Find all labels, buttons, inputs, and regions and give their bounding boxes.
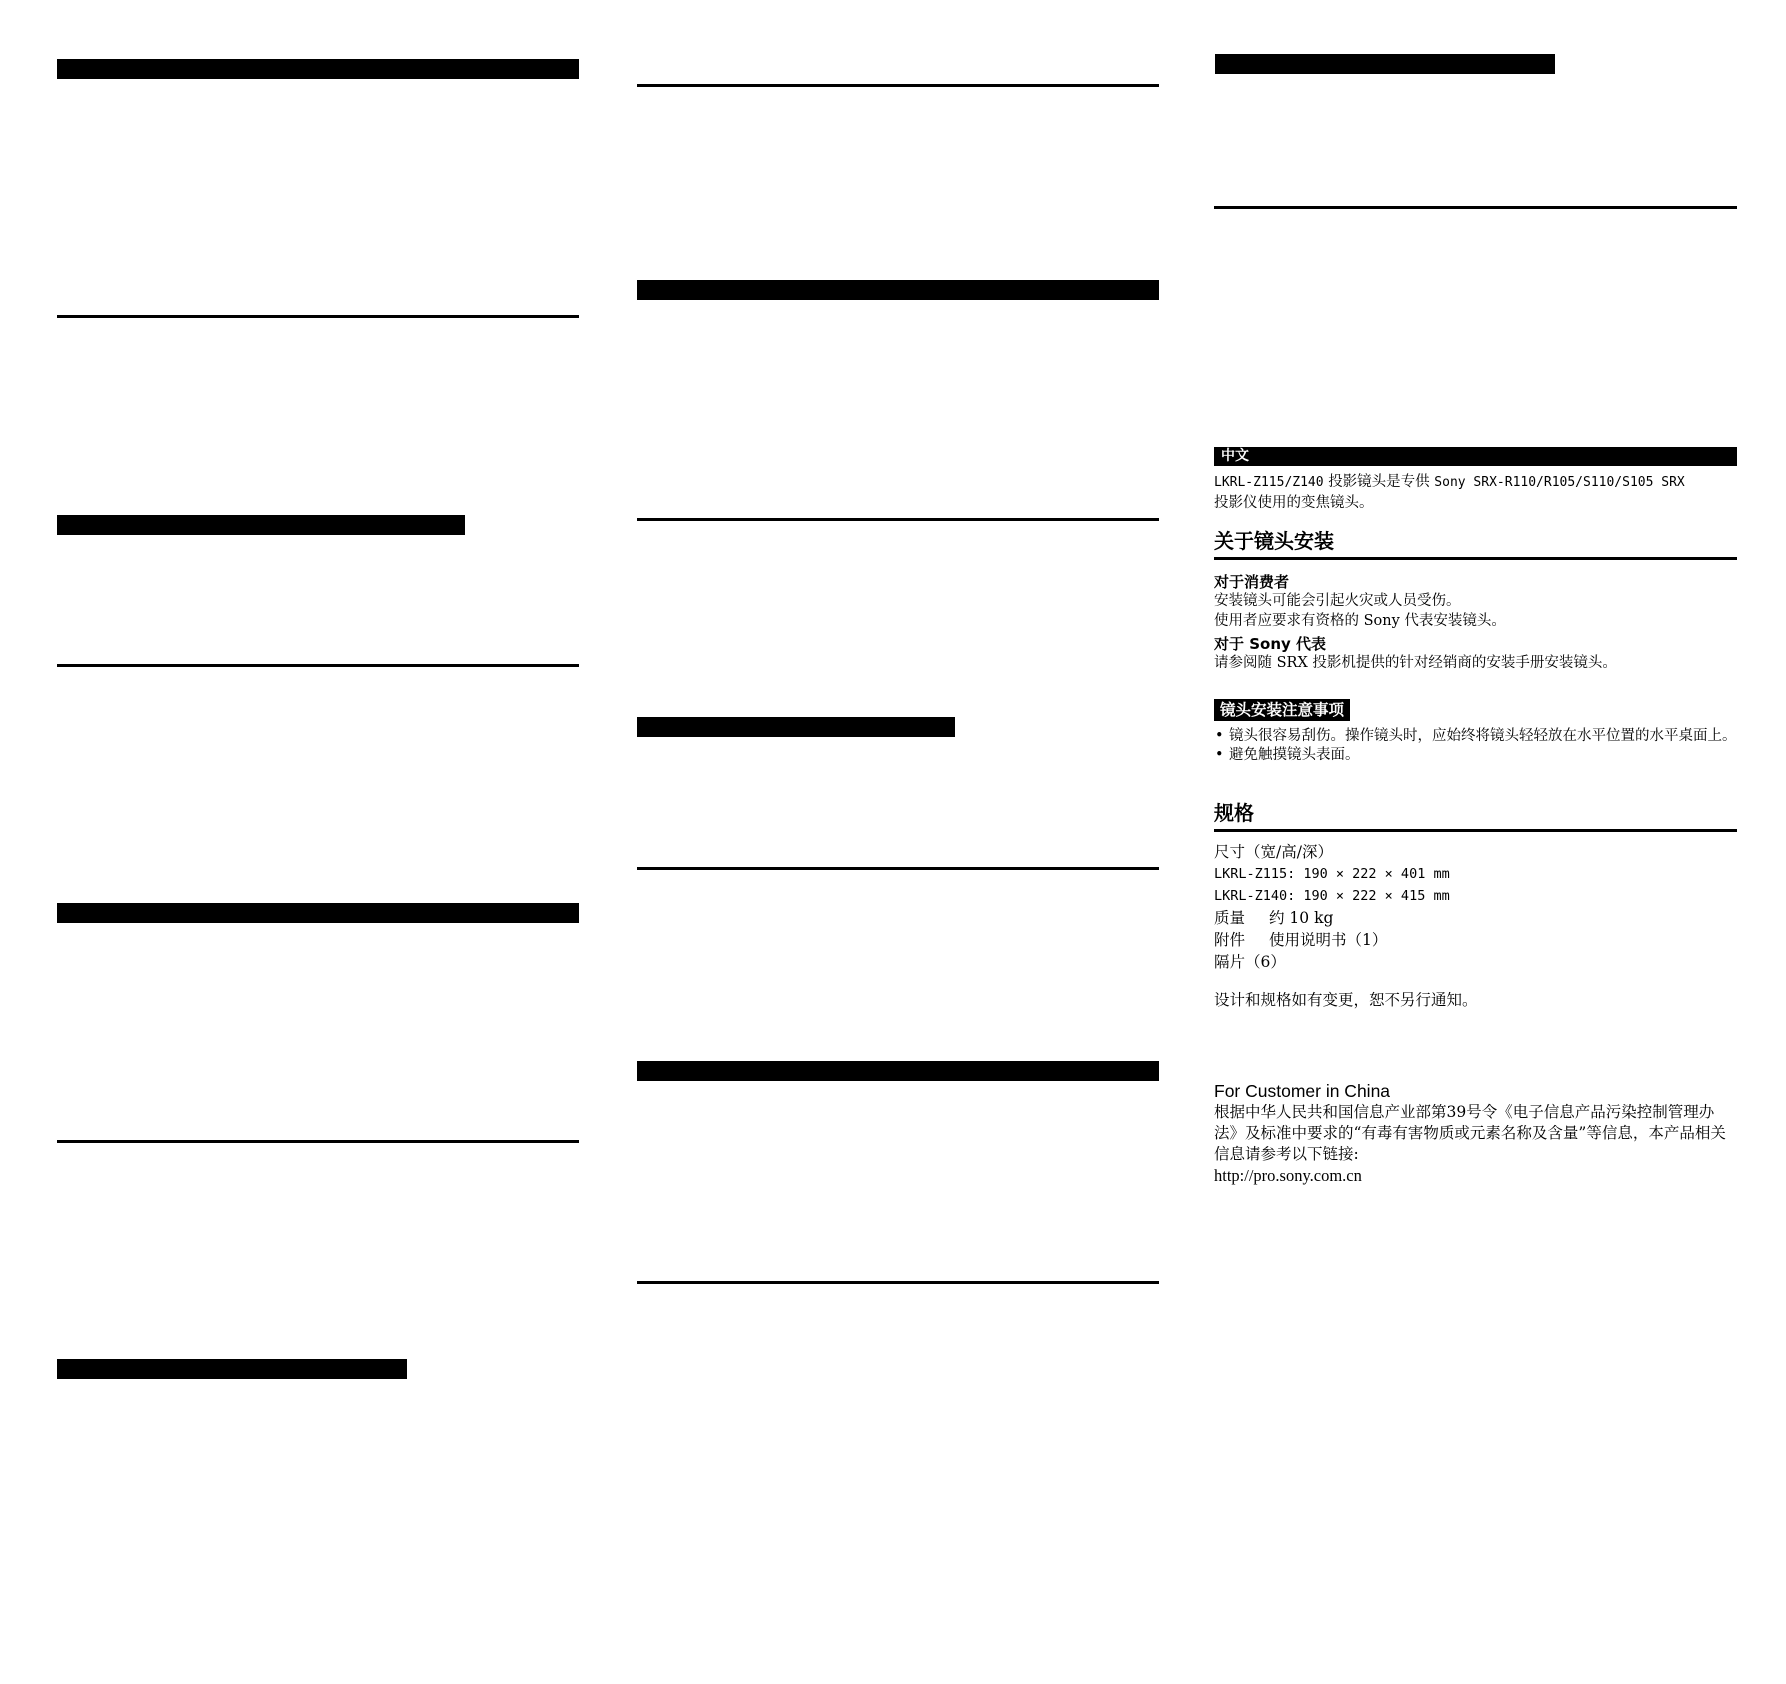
china-body-text: 根据中华人民共和国信息产业部第39号令《电子信息产品污染控制管理办法》及标准中要求的“有毒有害物质或元素名称及含量”等信息，本产品相关信息请参考以下链接: bbox=[1214, 1103, 1726, 1163]
mass-row bbox=[1214, 907, 1333, 929]
redacted-heading-bar bbox=[57, 903, 579, 923]
spec-change-notice: 设计和规格如有变更，恕不另行通知。 bbox=[1214, 991, 1478, 1009]
list-item: • 镜头很容易刮伤。操作镜头时，应始终将镜头轻轻放在水平位置的水平桌面上。 bbox=[1214, 727, 1737, 746]
section-rule bbox=[637, 1281, 1159, 1284]
specs-heading-rule bbox=[1214, 829, 1737, 832]
intro-text-1: 投影镜头是专供 bbox=[1328, 474, 1430, 490]
redacted-heading-bar bbox=[1215, 54, 1555, 74]
section-rule bbox=[1214, 206, 1737, 209]
redacted-heading-bar bbox=[637, 717, 955, 737]
redacted-heading-bar bbox=[57, 515, 465, 535]
rep-line: 请参阅随 SRX 投影机提供的针对经销商的安装手册安装镜头。 bbox=[1214, 655, 1617, 671]
mass-value: 约 10 kg bbox=[1269, 909, 1334, 927]
consumer-line-2: 使用者应要求有资格的 Sony 代表安装镜头。 bbox=[1214, 613, 1506, 629]
precautions-list bbox=[1214, 727, 1737, 765]
mass-label: 质量 bbox=[1214, 909, 1246, 927]
china-heading: For Customer in China bbox=[1214, 1081, 1391, 1101]
redacted-heading-bar bbox=[637, 1061, 1159, 1081]
consumer-heading: 对于消费者 bbox=[1214, 573, 1290, 591]
list-item: • 避免触摸镜头表面。 bbox=[1214, 746, 1737, 765]
accessory-2: 隔片（6） bbox=[1214, 953, 1286, 971]
install-heading-rule bbox=[1214, 557, 1737, 560]
section-rule bbox=[637, 518, 1159, 521]
model-name: LKRL-Z115/Z140 bbox=[1214, 475, 1324, 490]
language-label: 中文 bbox=[1221, 448, 1249, 464]
language-tab bbox=[1214, 447, 1737, 466]
section-rule bbox=[637, 84, 1159, 87]
accessories-row bbox=[1214, 929, 1387, 951]
china-url-link[interactable]: http://pro.sony.com.cn bbox=[1214, 1166, 1362, 1185]
section-rule bbox=[637, 867, 1159, 870]
accessories-label: 附件 bbox=[1214, 931, 1246, 949]
consumer-line-1: 安装镜头可能会引起火灾或人员受伤。 bbox=[1214, 593, 1461, 609]
brand-models: Sony SRX-R110/R105/S110/S105 SRX bbox=[1434, 475, 1685, 490]
rep-heading: 对于 Sony 代表 bbox=[1214, 635, 1327, 653]
intro-paragraph bbox=[1214, 472, 1737, 513]
dimension-z115: LKRL-Z115: 190 × 222 × 401 mm bbox=[1214, 866, 1450, 882]
dimension-z140: LKRL-Z140: 190 × 222 × 415 mm bbox=[1214, 888, 1450, 904]
redacted-heading-bar bbox=[57, 1359, 407, 1379]
redacted-heading-bar bbox=[57, 59, 579, 79]
accessory-1: 使用说明书（1） bbox=[1269, 931, 1388, 949]
section-rule bbox=[57, 315, 579, 318]
dimensions-label: 尺寸（宽/高/深） bbox=[1214, 843, 1333, 861]
specs-heading: 规格 bbox=[1214, 801, 1254, 825]
china-info bbox=[1214, 1102, 1737, 1187]
install-heading: 关于镜头安装 bbox=[1214, 529, 1334, 553]
section-rule bbox=[57, 1140, 579, 1143]
intro-text-2: 投影仪使用的变焦镜头。 bbox=[1214, 495, 1374, 511]
section-rule bbox=[57, 664, 579, 667]
precautions-heading: 镜头安装注意事项 bbox=[1214, 699, 1350, 721]
redacted-heading-bar bbox=[637, 280, 1159, 300]
